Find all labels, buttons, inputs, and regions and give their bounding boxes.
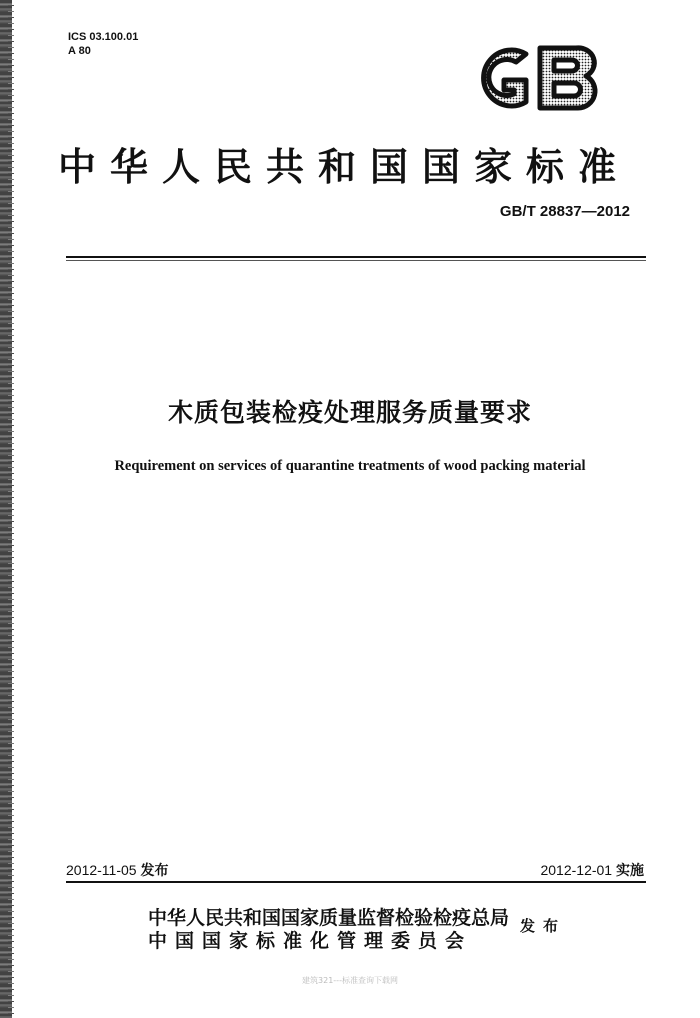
document-title-english: Requirement on services of quarantine treatments of wood packing material xyxy=(114,458,586,474)
issue-label: 发布 xyxy=(140,863,169,879)
standard-number: GB/T 28837—2012 xyxy=(499,203,630,220)
header-divider-thin xyxy=(66,260,646,261)
issue-date: 2012-11-05 xyxy=(66,862,137,878)
watermark-text: 建筑321---标准查询下载网 xyxy=(302,976,398,985)
implementation-date: 2012-12-01 xyxy=(540,862,613,878)
issue-date-block xyxy=(66,860,168,880)
publisher-aqsiq: 中华人民共和国国家质量监督检验检疫总局 xyxy=(148,907,510,929)
document-title-chinese: 木质包装检疫处理服务质量要求 xyxy=(167,398,532,427)
implementation-label: 实施 xyxy=(616,863,644,879)
classification-block xyxy=(68,30,138,58)
publish-label: 发布 xyxy=(520,917,567,935)
national-standard-heading: 中华人民共和国国家标准 xyxy=(58,144,631,189)
ics-code: ICS 03.100.01 xyxy=(68,31,139,43)
scan-edge-artifact xyxy=(0,0,12,1018)
header-divider xyxy=(66,256,646,258)
gb-logo-icon xyxy=(464,40,608,116)
implementation-date-block xyxy=(540,860,644,880)
footer-divider xyxy=(66,881,646,883)
publisher-sac: 中国国家标准化管理委员会 xyxy=(148,930,473,952)
ccs-code: A 80 xyxy=(68,45,91,57)
